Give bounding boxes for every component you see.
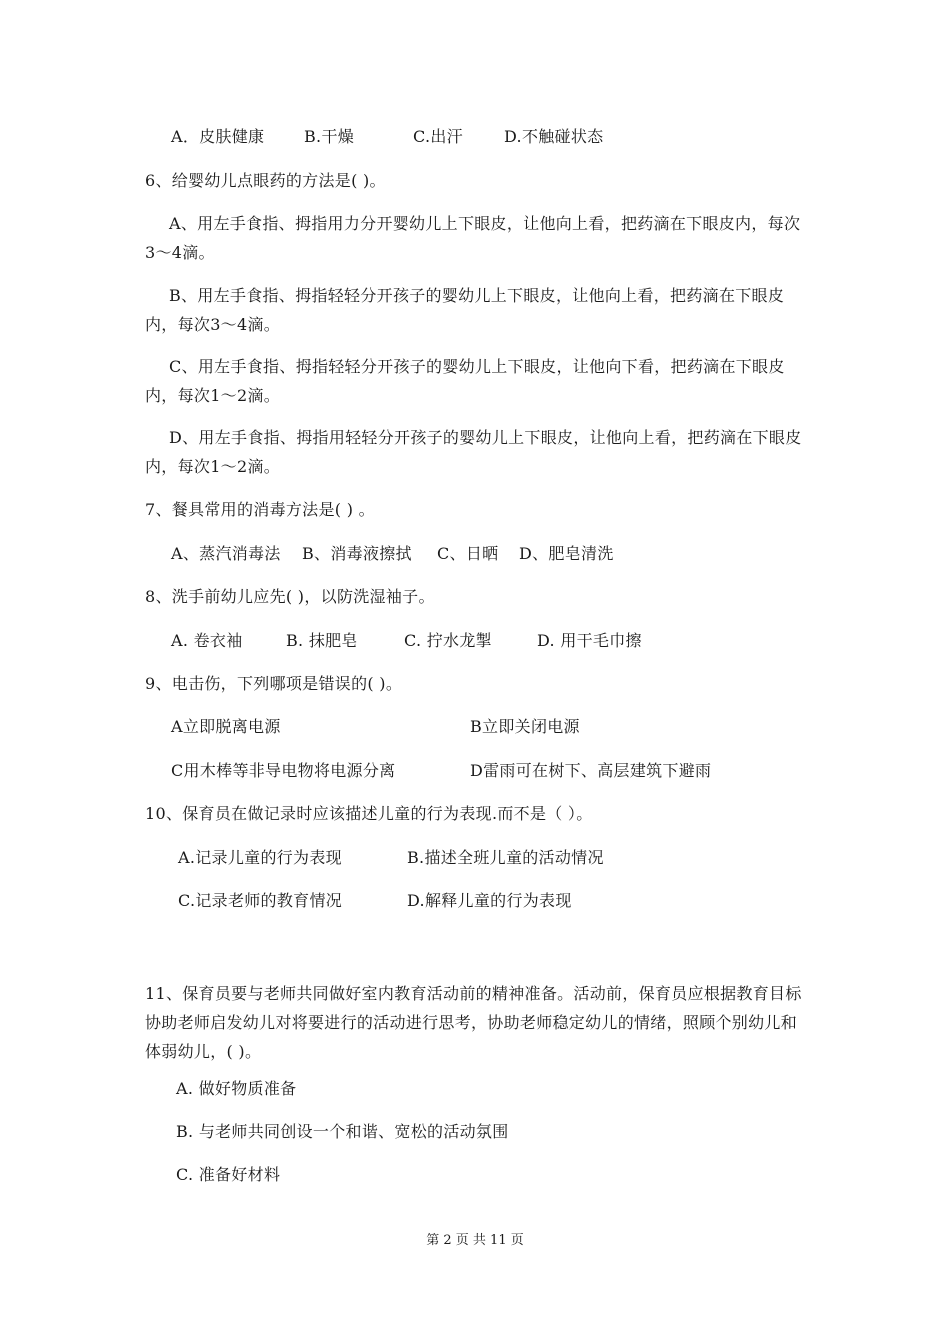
q10-option-d: D.解释儿童的行为表现 <box>407 891 572 910</box>
q11-option-a: A. 做好物质准备 <box>176 1079 297 1098</box>
q5-option-c: C.出汗 <box>413 127 463 146</box>
q5-option-b: B.干燥 <box>304 127 355 146</box>
q11-option-b: B. 与老师共同创设一个和谐、宽松的活动氛围 <box>176 1122 509 1141</box>
q7-option-a: A、蒸汽消毒法 <box>171 544 281 563</box>
q9-option-d: D雷雨可在树下、高层建筑下避雨 <box>470 761 712 780</box>
q6-option-b: B、用左手食指、拇指轻轻分开孩子的婴幼儿上下眼皮，让他向上看，把药滴在下眼皮内，每次3～4滴。 <box>145 286 785 334</box>
q8-option-a: A. 卷衣袖 <box>171 631 243 650</box>
q5-option-d: D.不触碰状态 <box>504 127 604 146</box>
q9-stem: 9、电击伤，下列哪项是错误的( )。 <box>145 674 403 693</box>
q8-option-c: C. 拧水龙掣 <box>404 631 492 650</box>
q7-option-d: D、肥皂清洗 <box>519 544 614 563</box>
q10-stem: 10、保育员在做记录时应该描述儿童的行为表现.而不是（ ）。 <box>145 804 593 823</box>
q11-stem: 11、保育员要与老师共同做好室内教育活动前的精神准备。活动前，保育员应根据教育目标协助老师启发幼儿对将要进行的活动进行思考，协助老师稳定幼儿的情绪，照顾个别幼儿和体弱幼儿，( )。 <box>145 984 802 1061</box>
q9-option-c: C用木棒等非导电物将电源分离 <box>171 761 396 780</box>
q6-option-a: A、用左手食指、拇指用力分开婴幼儿上下眼皮，让他向上看，把药滴在下眼皮内，每次3～4滴。 <box>145 214 801 262</box>
q10-option-a: A.记录儿童的行为表现 <box>178 848 342 867</box>
page-number-footer: 第 2 页 共 11 页 <box>426 1233 524 1248</box>
q11-option-c: C. 准备好材料 <box>176 1165 281 1184</box>
q8-option-b: B. 抹肥皂 <box>286 631 358 650</box>
q8-option-d: D. 用干毛巾擦 <box>537 631 642 650</box>
q8-stem: 8、洗手前幼儿应先( )，以防洗湿袖子。 <box>145 587 435 606</box>
q7-option-b: B、消毒液擦拭 <box>302 544 412 563</box>
q10-option-c: C.记录老师的教育情况 <box>178 891 343 910</box>
q6-option-d: D、用左手食指、拇指用轻轻分开孩子的婴幼儿上下眼皮，让他向上看，把药滴在下眼皮内，每次1～2滴。 <box>145 428 802 476</box>
q5-option-a: A．皮肤健康 <box>171 127 265 146</box>
q7-stem: 7、餐具常用的消毒方法是( ) 。 <box>145 500 375 519</box>
q7-option-c: C、日晒 <box>437 544 499 563</box>
q10-option-b: B.描述全班儿童的活动情况 <box>407 848 604 867</box>
q6-stem: 6、给婴幼儿点眼药的方法是( )。 <box>145 171 386 190</box>
q9-option-a: A立即脱离电源 <box>171 717 281 736</box>
q9-option-b: B立即关闭电源 <box>470 717 580 736</box>
q6-option-c: C、用左手食指、拇指轻轻分开孩子的婴幼儿上下眼皮，让他向下看，把药滴在下眼皮内，每次1～2滴。 <box>145 357 785 405</box>
